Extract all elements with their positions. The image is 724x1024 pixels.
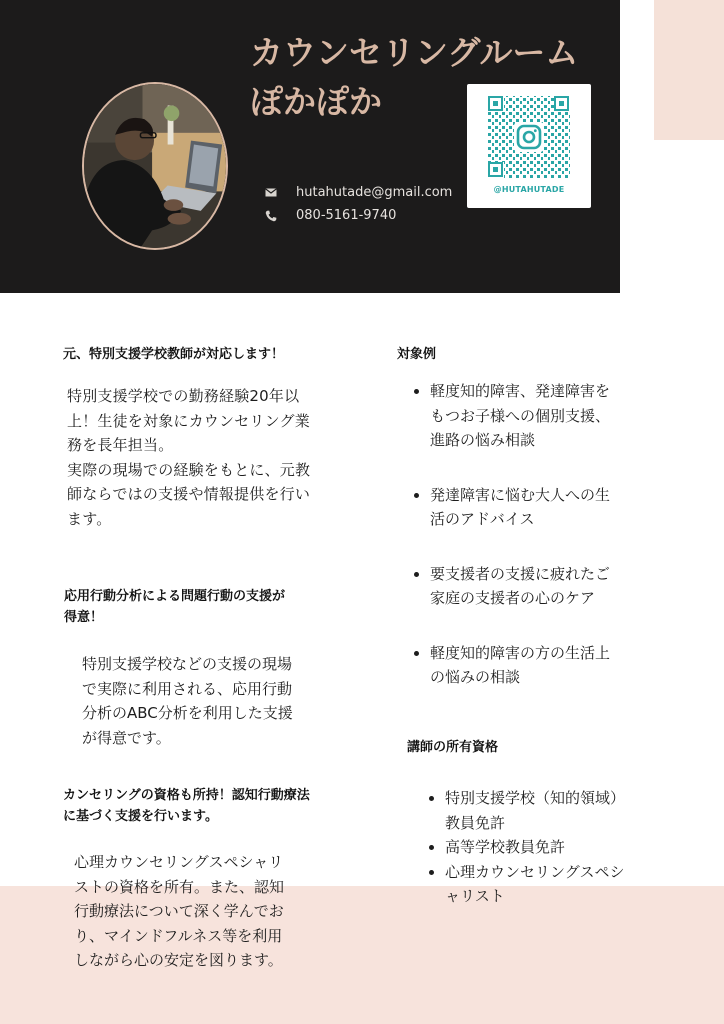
qualifications-heading: 講師の所有資格 xyxy=(407,740,499,755)
list-item xyxy=(421,835,625,860)
phone-row xyxy=(264,204,452,227)
text-line: 師ならではの支援や情報提供を行い xyxy=(67,485,311,503)
title-line-2: ぽかぽか xyxy=(250,82,382,121)
list-item xyxy=(406,641,610,690)
list-item xyxy=(406,483,610,532)
text-line: 務を長年担当。 xyxy=(67,436,174,454)
list-item xyxy=(406,379,610,453)
heading-line: 得意！ xyxy=(64,610,104,625)
list-item xyxy=(421,786,625,835)
contact-info xyxy=(264,181,452,227)
item-line: もつお子様への個別支援、 xyxy=(430,406,611,425)
section2-text xyxy=(82,652,293,750)
item-line: 心理カウンセリングスペシ xyxy=(445,862,625,881)
text-line: 行動療法について深く学んでお xyxy=(74,902,284,920)
text-line: 実際の現場での経験をもとに、元教 xyxy=(67,460,311,479)
header-banner xyxy=(0,0,620,293)
item-line: ャリスト xyxy=(445,887,505,905)
item-line: 特別支援学校（知的領域） xyxy=(445,789,626,807)
section1-heading: 元、特別支援学校教師が対応します！ xyxy=(63,347,285,362)
section3-text xyxy=(74,850,284,973)
qualifications-list xyxy=(421,786,625,909)
item-line: 活のアドバイス xyxy=(430,510,535,528)
phone-icon xyxy=(264,210,278,222)
item-line: 家庭の支援者の心のケア xyxy=(430,589,596,607)
list-item xyxy=(406,562,610,611)
item-line: 要支援者の支援に疲れたご xyxy=(430,564,611,583)
title-line-1: カウンセリングルーム xyxy=(250,33,579,72)
avatar-photo xyxy=(82,82,228,250)
text-line: で実際に利用される、応用行動 xyxy=(82,679,293,698)
instagram-handle: @HUTAHUTADE xyxy=(493,185,565,194)
email-address[interactable]: hutahutade@gmail.com xyxy=(296,185,453,200)
envelope-icon xyxy=(264,188,278,197)
item-line: 発達障害に悩む大人への生 xyxy=(430,485,611,504)
section3-heading xyxy=(63,785,310,827)
item-line: 高等学校教員免許 xyxy=(445,838,566,856)
text-line: 上！生徒を対象にカウンセリング業 xyxy=(67,411,310,430)
item-line: 軽度知的障害、発達障害を xyxy=(430,382,611,400)
instagram-qr-card[interactable] xyxy=(467,84,591,208)
heading-line: に基づく支援を行います。 xyxy=(63,809,218,824)
text-line: しながら心の安定を図ります。 xyxy=(74,951,283,969)
email-row xyxy=(264,181,452,204)
item-line: 進路の悩み相談 xyxy=(430,431,536,449)
targets-heading: 対象例 xyxy=(397,347,437,362)
item-line: 教員免許 xyxy=(445,813,506,832)
targets-list xyxy=(406,379,610,720)
decor-block-top-right xyxy=(654,0,724,140)
item-line: の悩みの相談 xyxy=(430,668,521,686)
phone-number[interactable]: 080-5161-9740 xyxy=(296,208,397,223)
section2-heading xyxy=(64,586,285,628)
text-line: が得意です。 xyxy=(82,728,171,747)
text-line: ストの資格を所有。また、認知 xyxy=(74,877,285,896)
heading-line: 応用行動分析による問題行動の支援が xyxy=(64,589,286,604)
text-line: 特別支援学校での勤務経験20年以 xyxy=(67,387,300,405)
item-line: 軽度知的障害の方の生活上 xyxy=(430,643,611,662)
text-line: 特別支援学校などの支援の現場 xyxy=(82,655,293,673)
heading-line: カンセリングの資格も所持！認知行動療法 xyxy=(63,788,310,803)
text-line: り、マインドフルネス等を利用 xyxy=(74,926,283,945)
text-line: ます。 xyxy=(67,509,112,528)
section1-text xyxy=(67,384,310,531)
list-item xyxy=(421,860,625,909)
text-line: 心理カウンセリングスペシャリ xyxy=(74,853,284,871)
text-line: 分析のABC分析を利用した支援 xyxy=(82,704,293,722)
